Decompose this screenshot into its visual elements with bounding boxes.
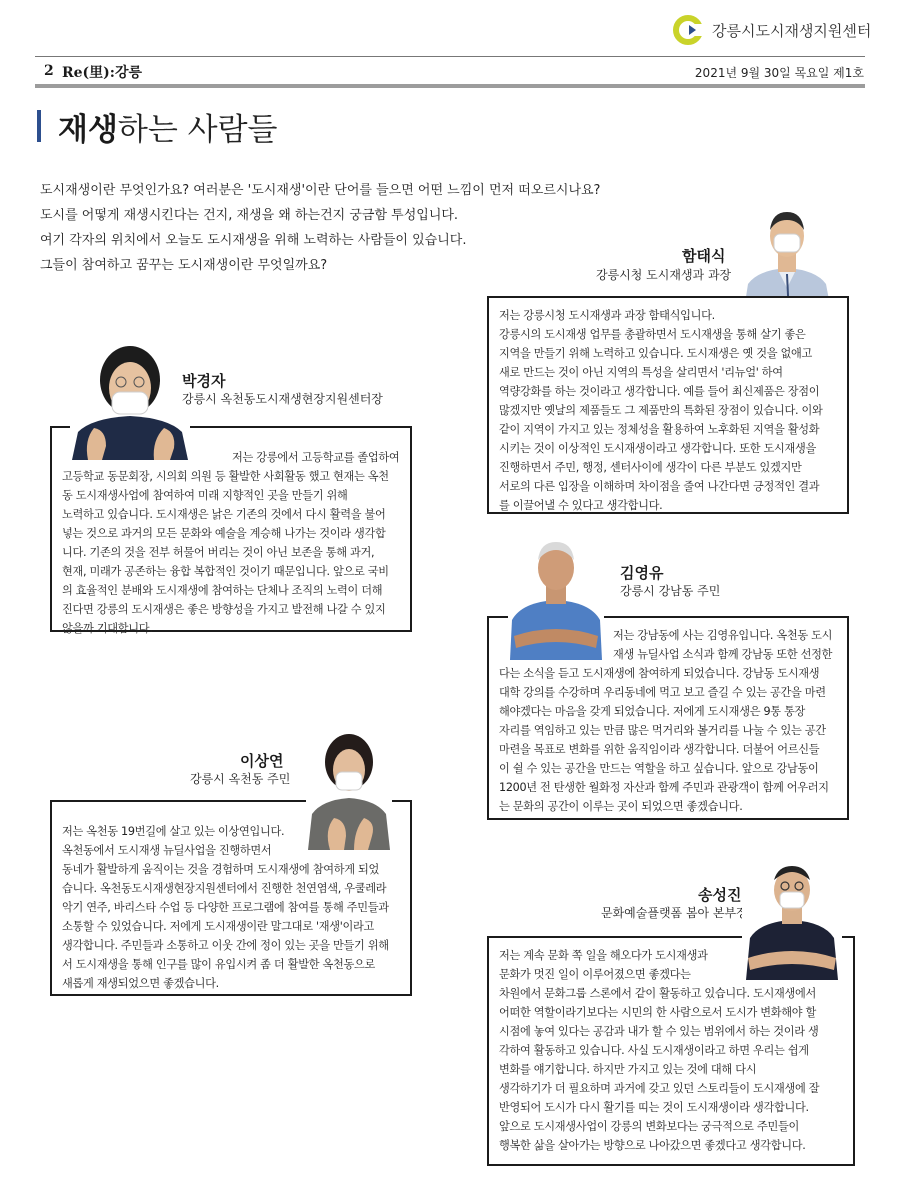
- portrait-photo-lee: [306, 724, 392, 850]
- quote-line: 강릉시의 도시재생 업무를 총괄하면서 도시재생을 통해 살기 좋은: [499, 328, 806, 341]
- quote-line: 변화를 얘기합니다. 하지만 가지고 있는 것에 대해 다시: [499, 1063, 757, 1076]
- quote-line: 소통할 수 있었습니다. 저에게 도시재생이란 말그대로 '재생'이라고: [62, 920, 375, 933]
- quote-line: 자리를 역임하고 있는 만큼 많은 먹거리와 볼거리를 나눌 수 있는 공간: [499, 724, 826, 737]
- intro-text: [40, 178, 640, 278]
- person-name-kim: 김영유: [620, 564, 664, 582]
- quote-line: 저는 강남동에 사는 김영유입니다. 옥천동 도시: [613, 629, 833, 642]
- quote-line: 앞으로 도시재생사업이 강릉의 변화보다는 궁극적으로 주민들이: [499, 1120, 799, 1133]
- intro-line: 그들이 참여하고 꿈꾸는 도시재생이란 무엇일까요?: [40, 258, 328, 273]
- quote-line: 는 문화의 공간이 이루는 곳이 되었으면 좋겠습니다.: [499, 800, 743, 813]
- quote-line: 저는 강릉에서 고등학교를 졸업하여: [232, 451, 400, 464]
- header-rule: [35, 56, 865, 57]
- quote-line: 의 효율적인 분배와 도시재생에 참여하는 단체나 조직의 노력이 더해: [62, 584, 383, 597]
- quote-line: 노력하고 있습니다. 도시재생은 낡은 기존의 것에서 다시 활력을 불어: [62, 508, 386, 521]
- intro-line: 도시재생이란 무엇인가요? 여러분은 '도시재생'이란 단어를 들으면 어떤 느낌이 먼저 떠오르시나요?: [40, 183, 601, 198]
- quote-line: 동네가 활발하게 움직이는 것을 경험하며 도시재생에 참여하게 되었: [62, 863, 379, 876]
- quote-line: 1200년 전 탄생한 월화정 자산과 함께 주민과 관광객이 함께 어우러지: [499, 781, 829, 794]
- quote-line: 고등학교 동문회장, 시의회 의원 등 활발한 사회활동 했고 현재는 옥천: [62, 470, 389, 483]
- intro-line: 여기 각자의 위치에서 오늘도 도시재생을 위해 노력하는 사람들이 있습니다.: [40, 233, 467, 248]
- center-logo: [672, 14, 704, 46]
- person-role-ham: 강릉시청 도시재생과 과장: [596, 268, 732, 282]
- quote-line: 저는 강릉시청 도시재생과 과장 함태식입니다.: [499, 309, 715, 322]
- quote-line: 문화가 멋진 일이 이루어졌으면 좋겠다는: [499, 968, 691, 981]
- quote-line: 저는 계속 문화 쪽 일을 해오다가 도시재생과: [499, 949, 708, 962]
- quote-line: 니다. 기존의 것을 전부 허물어 버리는 것이 아닌 보존을 통해 과거,: [62, 546, 375, 559]
- title-bold: 재생: [58, 112, 118, 148]
- quote-line: 현재, 미래가 공존하는 융합 복합적인 것이기 때문입니다. 앞으로 국비: [62, 565, 389, 578]
- title-rest: 하는 사람들: [117, 112, 278, 148]
- page-number: 2: [44, 63, 54, 79]
- quote-line: 같이 지역이 가지고 있는 정체성을 활용하여 노후화된 지역을 활성화: [499, 423, 820, 436]
- quote-line: 를 이끌어낼 수 있다고 생각합니다.: [499, 499, 663, 512]
- publication-name: Re(里):강릉: [62, 65, 143, 81]
- quote-line: 않을까 기대합니다.: [62, 622, 153, 635]
- quote-line: 반영되어 도시가 다시 활기를 띠는 것이 도시재생이라 생각합니다.: [499, 1101, 809, 1114]
- quote-line: 넣는 것으로 과거의 모든 문화와 예술을 계승해 나가는 것이라 생각합: [62, 527, 386, 540]
- quote-line: 저는 옥천동 19번길에 살고 있는 이상연입니다.: [62, 825, 285, 838]
- quote-line: 많겠지만 옛날의 제품들도 그 제품만의 특화된 장점이 있습니다. 이와: [499, 404, 823, 417]
- portrait-photo-park: [70, 336, 190, 460]
- quote-line: 어떠한 역할이라기보다는 시민의 한 사람으로서 도시가 변화해야 할: [499, 1006, 816, 1019]
- quote-line: 서로의 다른 입장을 이해하며 차이점을 줄여 나간다면 긍정적인 결과: [499, 480, 820, 493]
- header-thick-rule: [35, 84, 865, 88]
- page-title: [58, 104, 278, 149]
- quote-line: 시점에 놓여 있다는 공감과 내가 할 수 있는 범위에서 하는 것이라 생: [499, 1025, 819, 1038]
- issue-date: 2021년 9월 30일 목요일 제1호: [694, 66, 864, 80]
- quote-line: 이 쉴 수 있는 공간을 만드는 역할을 하고 싶습니다. 앞으로 강남동이: [499, 762, 819, 775]
- quote-line: 시키는 것이 이상적인 도시재생이라고 생각합니다. 또한 도시재생을: [499, 442, 816, 455]
- quote-line: 해야겠다는 마음을 갖게 되었습니다. 저에게 도시재생은 9통 통장: [499, 705, 806, 718]
- quote-line: 행복한 삶을 살아가는 방향으로 나아갔으면 좋겠다고 생각합니다.: [499, 1139, 806, 1152]
- quote-line: 옥천동에서 도시재생 뉴딜사업을 진행하면서: [62, 844, 272, 857]
- person-role-song: 문화예술플랫폼 봄아 본부장: [601, 906, 748, 920]
- quote-line: 새롭게 재생되었으면 좋겠습니다.: [62, 977, 219, 990]
- quote-line: 서 도시재생을 통해 인구를 많이 유입시켜 좀 더 활발한 옥천동으로: [62, 958, 375, 971]
- quote-line: 진다면 강릉의 도시재생은 좋은 방향성을 가지고 발전해 나갈 수 있지: [62, 603, 386, 616]
- person-role-kim: 강릉시 강남동 주민: [620, 584, 721, 598]
- quote-line: 각하여 활동하고 있습니다. 사실 도시재생이라고 하면 우리는 쉽게: [499, 1044, 809, 1057]
- quote-line: 진행하면서 주민, 행정, 센터사이에 생각이 다른 부분도 있겠지만: [499, 461, 802, 474]
- quote-line: 다는 소식을 듣고 도시재생에 참여하게 되었습니다. 강남동 도시재생: [499, 667, 820, 680]
- quote-line: 악기 연주, 바리스타 수업 등 다양한 프로그램에 참여를 통해 주민들과: [62, 901, 389, 914]
- person-role-lee: 강릉시 옥천동 주민: [190, 772, 291, 786]
- person-role-park: 강릉시 옥천동도시재생현장지원센터장: [182, 392, 383, 406]
- quote-line: 새로 만드는 것이 아닌 지역의 특성을 살리면서 '리뉴얼' 하여: [499, 366, 783, 379]
- quote-line: 마련을 목표로 변화를 위한 움직임이라 생각합니다. 더불어 어르신들: [499, 743, 820, 756]
- person-name-song: 송성진: [698, 886, 742, 904]
- quote-line: 생각하기가 더 필요하며 과거에 갖고 있던 스토리들이 도시재생에 잘: [499, 1082, 820, 1095]
- org-name: 강릉시도시재생지원센터: [712, 22, 872, 40]
- person-name-ham: 함태식: [682, 247, 726, 265]
- title-accent-bar: [37, 110, 41, 142]
- intro-line: 도시를 어떻게 재생시킨다는 건지, 재생을 왜 하는건지 궁금함 투성입니다.: [40, 208, 459, 223]
- quote-line: 생각합니다. 주민들과 소통하고 이웃 간에 정이 있는 곳을 만들기 위해: [62, 939, 389, 952]
- portrait-photo-kim: [508, 536, 604, 660]
- quote-line: 차원에서 문화그룹 스론에서 같이 활동하고 있습니다. 도시재생에서: [499, 987, 816, 1000]
- quote-line: 동 도시재생사업에 참여하여 미래 지향적인 곳을 만들기 위해: [62, 489, 348, 502]
- quote-line: 재생 뉴딜사업 소식과 함께 강남동 또한 선정한: [613, 648, 833, 661]
- person-name-park: 박경자: [182, 372, 226, 390]
- quote-line: 대학 강의를 수강하며 우리동네에 먹고 보고 즐길 수 있는 공간을 마련: [499, 686, 826, 699]
- quote-line: 역량강화를 하는 것이라고 생각합니다. 예를 들어 최신제품은 장점이: [499, 385, 820, 398]
- quote-line: 습니다. 옥천동도시재생현장지원센터에서 진행한 천연염색, 우쿨레라: [62, 882, 387, 895]
- quote-box-ham: [487, 296, 849, 514]
- person-name-lee: 이상연: [240, 752, 284, 770]
- quote-line: 지역을 만들기 위해 노력하고 있습니다. 도시재생은 옛 것을 없애고: [499, 347, 812, 360]
- portrait-photo-song: [742, 862, 842, 980]
